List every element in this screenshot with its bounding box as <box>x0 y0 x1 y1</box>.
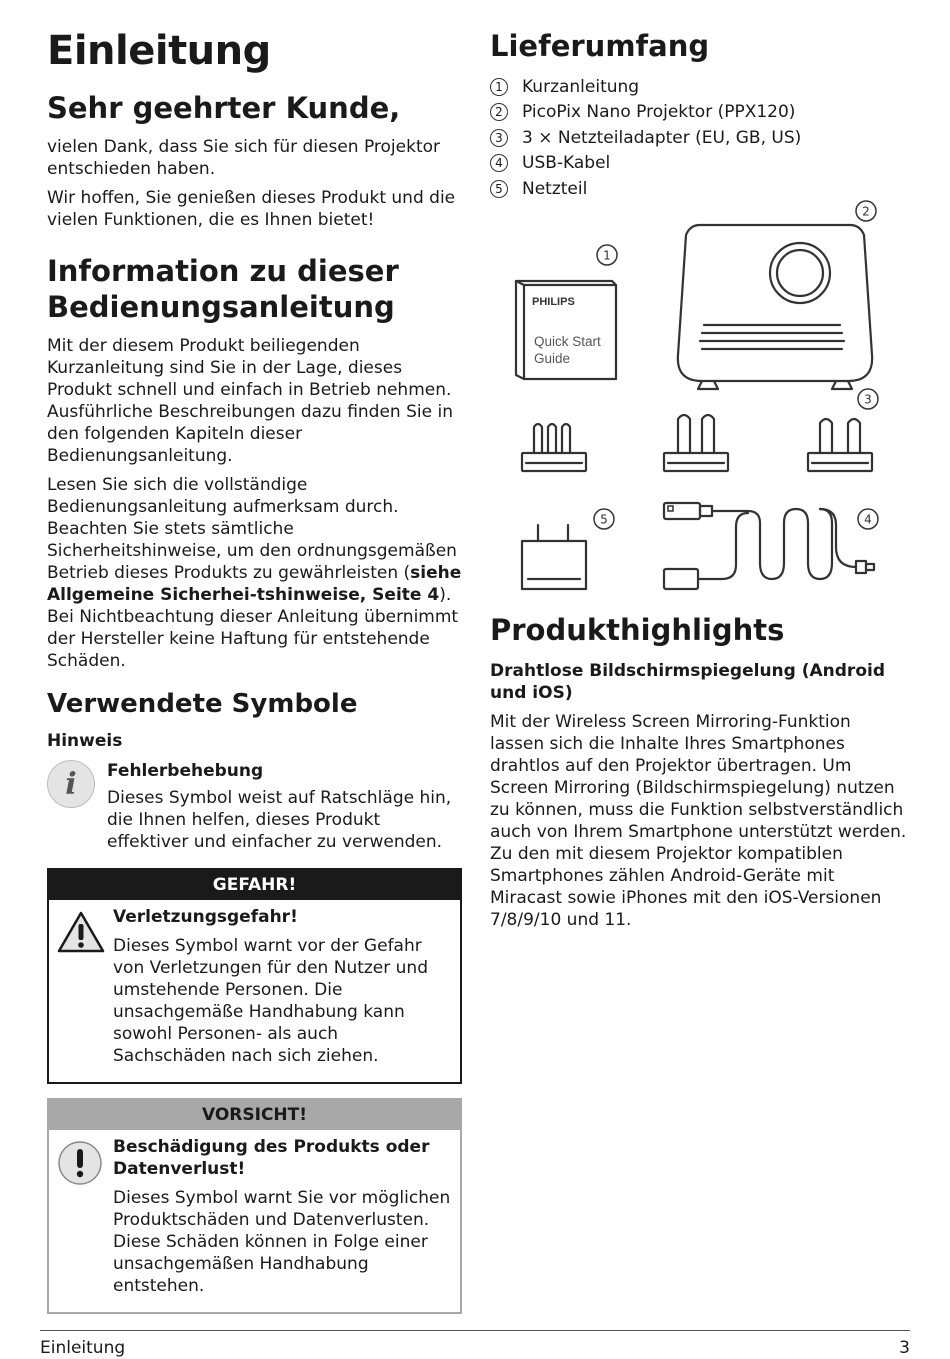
list-item <box>490 151 910 177</box>
item-label: Netzteil <box>522 178 588 199</box>
callout-number: 1 <box>603 248 611 263</box>
caution-description: Dieses Symbol warnt Sie vor möglichen Produktschäden und Datenverlusten. Diese Schäden können in Folge einer unsachgemäßen Handhabung entstehen. <box>113 1188 451 1296</box>
right-column <box>490 22 910 202</box>
item-number: 4 <box>490 154 508 172</box>
highlights-subheading: Drahtlose Bildschirmspiegelung (Android und iOS) <box>490 661 885 703</box>
item-number: 5 <box>490 180 508 198</box>
page-number: 3 <box>899 1338 910 1358</box>
power-supply-icon <box>522 525 586 589</box>
exclamation-icon <box>57 1140 107 1304</box>
hinweis-label: Hinweis <box>47 731 123 751</box>
item-number: 2 <box>490 103 508 121</box>
scope-list <box>490 74 910 202</box>
illus-guide-line-2: Guide <box>534 351 571 366</box>
info-paragraph-2 <box>47 474 462 672</box>
caution-title: Beschädigung des Produkts oder Datenverlust! <box>113 1137 430 1179</box>
list-item <box>490 125 910 151</box>
callout-number: 5 <box>600 512 608 527</box>
info-paragraph-2-text-a: Lesen Sie sich die vollständige Bedienungsanleitung aufmerksam durch. Beachten Sie stets sämtliche Sicherheitshinweise, um den ordnungsgemäßen Betrieb dieses Produkts zu gewährleisten ( <box>47 475 457 583</box>
list-item <box>490 100 910 126</box>
highlights-heading: Produkthighlights <box>490 613 785 647</box>
greeting-paragraph-2: Wir hoffen, Sie genießen dieses Produkt und die vielen Funktionen, die es Ihnen bietet! <box>47 188 456 230</box>
callout-number: 4 <box>864 512 872 527</box>
danger-box <box>47 868 462 1084</box>
scope-heading: Lieferumfang <box>490 29 710 63</box>
greeting-heading: Sehr geehrter Kunde, <box>47 91 401 125</box>
list-item <box>490 74 910 100</box>
usb-cable-icon <box>664 503 874 589</box>
item-number: 3 <box>490 129 508 147</box>
hinweis-description: Dieses Symbol weist auf Ratschläge hin, die Ihnen helfen, dieses Produkt effektiver und einfacher zu verwenden. <box>107 788 452 852</box>
item-number: 1 <box>490 78 508 96</box>
danger-title: Verletzungsgefahr! <box>113 907 298 927</box>
symbols-heading: Verwendete Symbole <box>47 689 358 719</box>
left-column <box>47 22 462 1314</box>
info-heading: Information zu dieser Bedienungsanleitung <box>47 254 399 324</box>
info-paragraph-2-text-b: ). Bei Nichtbeachtung dieser Anleitung übernimmt der Hersteller keine Haftung für entstehende Schäden. <box>47 585 459 671</box>
info-paragraph-1: Mit der diesem Produkt beiliegenden Kurzanleitung sind Sie in der Lage, dieses Produkt schnell und einfach in Betrieb nehmen. Ausführliche Beschreibungen dazu finden Sie in den folgenden Kapiteln dieser Bedienungsanleitung. <box>47 336 453 466</box>
hinweis-title: Fehlerbehebung <box>107 761 264 781</box>
highlights-paragraph: Mit der Wireless Screen Mirroring-Funktion lassen sich die Inhalte Ihres Smartphones drahtlos auf den Projektor übertragen. Um Screen Mirroring (Bildschirmspiegelung) nutzen zu können, muss die Funktion selbstverständlich auch von Ihrem Smartphone unterstützt werden. Zu den mit diesem Projektor kompatiblen Smartphones zählen Android-Geräte mit Miracast sowie iPhones mit den iOS-Versionen 7/8/9/10 und 11. <box>490 712 907 930</box>
caution-box <box>47 1098 462 1314</box>
item-label: 3 × Netzteiladapter (EU, GB, US) <box>522 127 802 148</box>
eu-plug-adapter-icon <box>664 415 728 471</box>
item-label: USB-Kabel <box>522 153 611 174</box>
highlights-section <box>490 612 910 938</box>
danger-description: Dieses Symbol warnt vor der Gefahr von Verletzungen für den Nutzer und umstehende Personen. Die unsachgemäße Handhabung kann sowohl Personen- als auch Sachschäden nach sich ziehen. <box>113 936 428 1066</box>
page-title: Einleitung <box>47 28 271 74</box>
caution-body <box>49 1130 460 1312</box>
us-plug-adapter-icon <box>808 419 872 471</box>
hinweis-note-text <box>107 760 462 860</box>
hinweis-note <box>47 760 462 860</box>
footer-divider <box>40 1330 910 1331</box>
uk-plug-adapter-icon <box>522 424 586 471</box>
warning-triangle-icon <box>57 910 107 1074</box>
greeting-paragraph-1: vielen Dank, dass Sie sich für diesen Projektor entschieden haben. <box>47 137 441 179</box>
caution-text <box>113 1136 454 1304</box>
callout-number: 3 <box>864 392 872 407</box>
projector-icon <box>678 225 872 389</box>
safety-reference-link[interactable]: siehe Allgemeine Sicherhei-tshinweise, Seite 4 <box>47 563 462 605</box>
package-contents-illustration <box>490 195 910 595</box>
callout-number: 2 <box>862 204 870 219</box>
item-label: PicoPix Nano Projektor (PPX120) <box>522 102 796 123</box>
illus-brand: PHILIPS <box>532 296 575 308</box>
caution-header: VORSICHT! <box>49 1100 460 1130</box>
illus-guide-line-1: Quick Start <box>534 334 601 349</box>
danger-body <box>49 900 460 1082</box>
danger-text <box>113 906 454 1074</box>
info-icon: i <box>47 760 95 808</box>
footer-section: Einleitung <box>40 1338 126 1358</box>
item-label: Kurzanleitung <box>522 76 640 97</box>
danger-header: GEFAHR! <box>49 870 460 900</box>
